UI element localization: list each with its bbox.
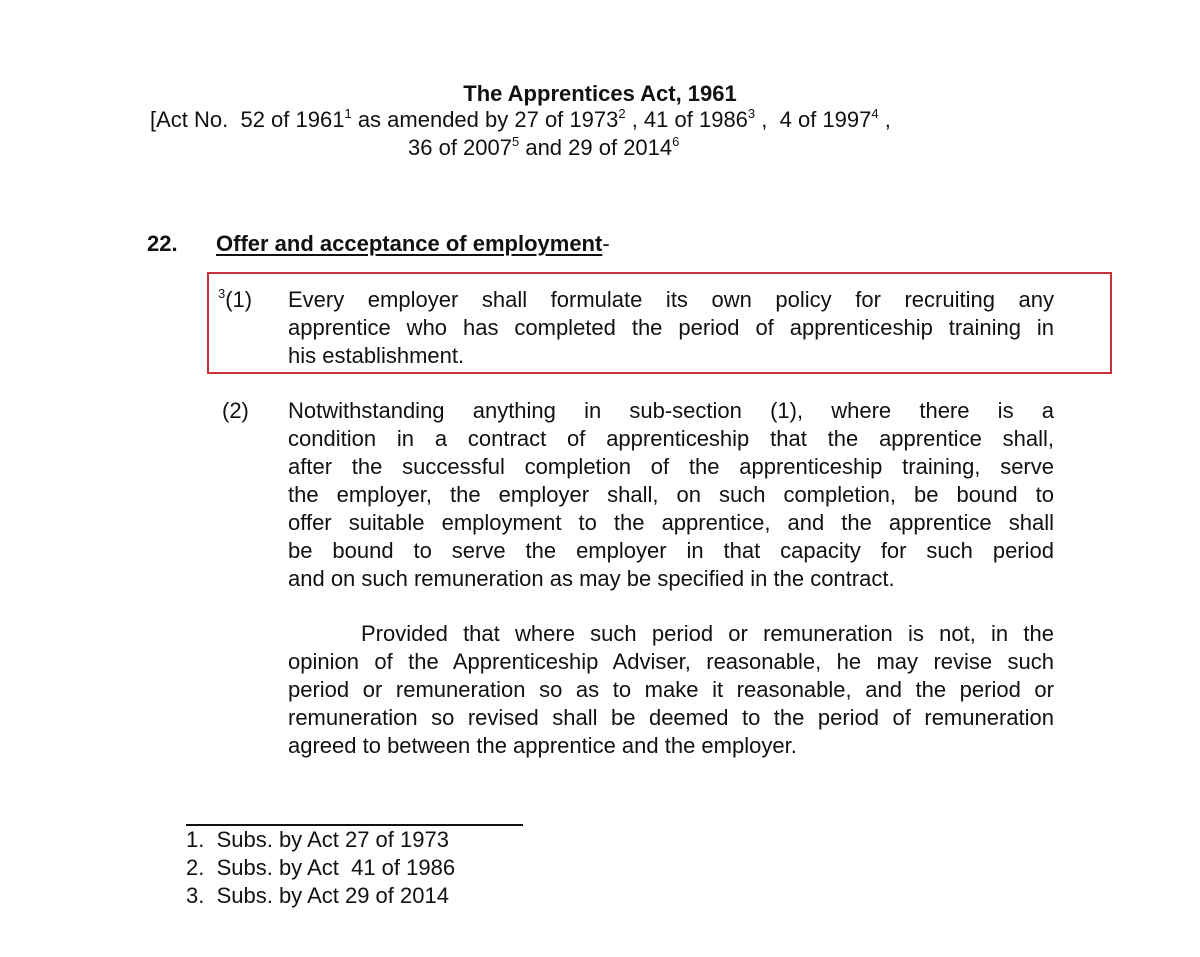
text-line: after the successful completion of the apprenticeship training, serve <box>288 454 1054 479</box>
text-line: be bound to serve the employer in that capacity for such period <box>288 538 1054 563</box>
amend-text: , 41 of 1986 <box>625 107 748 132</box>
section-title-dash: - <box>602 231 610 256</box>
section-number: 22. <box>147 231 178 256</box>
section-heading <box>216 230 610 258</box>
footnote: 2. Subs. by Act 41 of 1986 <box>186 855 456 880</box>
footnote-ref: 6 <box>672 133 680 149</box>
amendment-marker: 3 <box>218 285 226 301</box>
amend-text: [Act No. 52 of 1961 <box>150 107 345 132</box>
subsection-1-text <box>288 286 1054 370</box>
subsection-1-number: $^3$(1) <box>218 285 253 312</box>
proviso-text <box>288 620 1054 760</box>
footnote-ref: 5 <box>511 133 520 149</box>
text-line: Provided that where such period or remuneration is not, in the <box>361 621 1054 646</box>
text-line: opinion of the Apprenticeship Adviser, reasonable, he may revise such <box>288 649 1054 674</box>
section-title: Offer and acceptance of employment <box>216 231 603 256</box>
footnote-ref: 1 <box>344 105 352 121</box>
footnote-ref: 4 <box>871 105 879 121</box>
footnote-ref: 3 <box>747 105 756 121</box>
text-line: condition in a contract of apprenticeship that the apprentice shall, <box>288 426 1054 451</box>
amend-text: , <box>878 107 891 132</box>
text-line: his establishment. <box>288 343 465 368</box>
text-line: Notwithstanding anything in sub-section (1), where there is a <box>288 398 1054 423</box>
text-line: agreed to between the apprentice and the employer. <box>288 733 797 758</box>
footnote: 1. Subs. by Act 27 of 1973 <box>186 827 449 852</box>
text-line: remuneration so revised shall be deemed to the period of remuneration <box>288 705 1054 730</box>
subsection-2-number: (2) <box>222 398 249 423</box>
text-line: Every employer shall formulate its own policy for recruiting any <box>288 287 1054 312</box>
footnotes <box>186 826 455 910</box>
subsection-2-text <box>288 397 1054 593</box>
amend-text: 36 of 2007 <box>408 135 512 160</box>
text-line: apprentice who has completed the period of apprenticeship training in <box>288 315 1054 340</box>
text-line: and on such remuneration as may be specified in the contract. <box>288 566 895 591</box>
amend-text: and 29 of 2014 <box>519 135 673 160</box>
amend-text: , 4 of 1997 <box>755 107 872 132</box>
text-line: the employer, the employer shall, on such completion, be bound to <box>288 482 1054 507</box>
footnote-ref: 2 <box>618 105 626 121</box>
amend-text: as amended by 27 of 1973 <box>351 107 619 132</box>
act-title: The Apprentices Act, 1961 <box>463 81 737 106</box>
text-line: period or remuneration so as to make it reasonable, and the period or <box>288 677 1054 702</box>
footnote: 3. Subs. by Act 29 of 2014 <box>186 883 449 908</box>
text-line: offer suitable employment to the apprentice, and the apprentice shall <box>288 510 1054 535</box>
